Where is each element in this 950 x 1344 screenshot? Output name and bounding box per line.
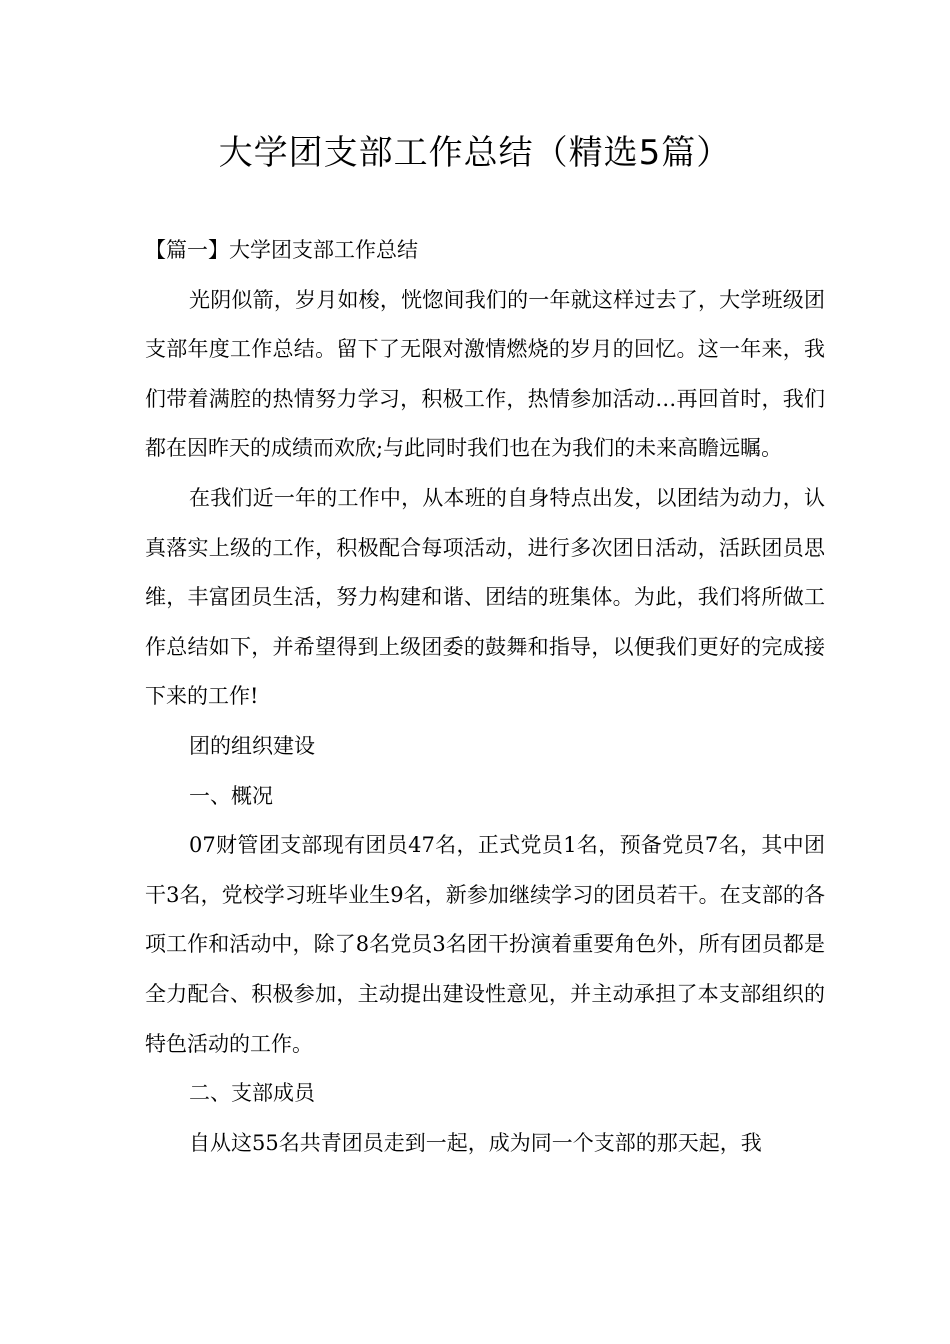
subheading-organization: 团的组织建设 xyxy=(189,733,315,758)
document-title: 大学团支部工作总结（精选5篇） xyxy=(218,133,732,173)
paragraph-intro: 光阴似箭，岁月如梭，恍惚间我们的一年就这样过去了，大学班级团支部年度工作总结。留下了无限对激情燃烧的岁月的回忆。这一年来，我们带着满腔的热情努力学习，积极工作，热情参加活动…再回首时，我们都在因昨天的成绩而欢欣;与此同时我们也在为我们的未来高瞻远瞩。 xyxy=(145,287,825,461)
paragraph-work-summary: 在我们近一年的工作中，从本班的自身特点出发，以团结为动力，认真落实上级的工作，积极配合每项活动，进行多次团日活动，活跃团员思维，丰富团员生活，努力构建和谐、团结的班集体。为此，我们将所做工作总结如下，并希望得到上级团委的鼓舞和指导，以便我们更好的完成接下来的工作! xyxy=(145,485,825,709)
section-heading: 【篇一】大学团支部工作总结 xyxy=(145,238,418,262)
document-body xyxy=(145,226,825,1168)
paragraph-members: 自从这55名共青团员走到一起，成为同一个支部的那天起，我 xyxy=(189,1130,762,1155)
paragraph-overview: 07财管团支部现有团员47名，正式党员1名，预备党员7名，其中团干3名，党校学习班毕业生9名，新参加继续学习的团员若干。在支部的各项工作和活动中，除了8名党员3名团干扮演着重要角色外，所有团员都是全力配合、积极参加，主动提出建设性意见，并主动承担了本支部组织的特色活动的工作。 xyxy=(145,833,825,1056)
subheading-overview: 一、概况 xyxy=(189,783,273,808)
subheading-members: 二、支部成员 xyxy=(189,1081,315,1106)
